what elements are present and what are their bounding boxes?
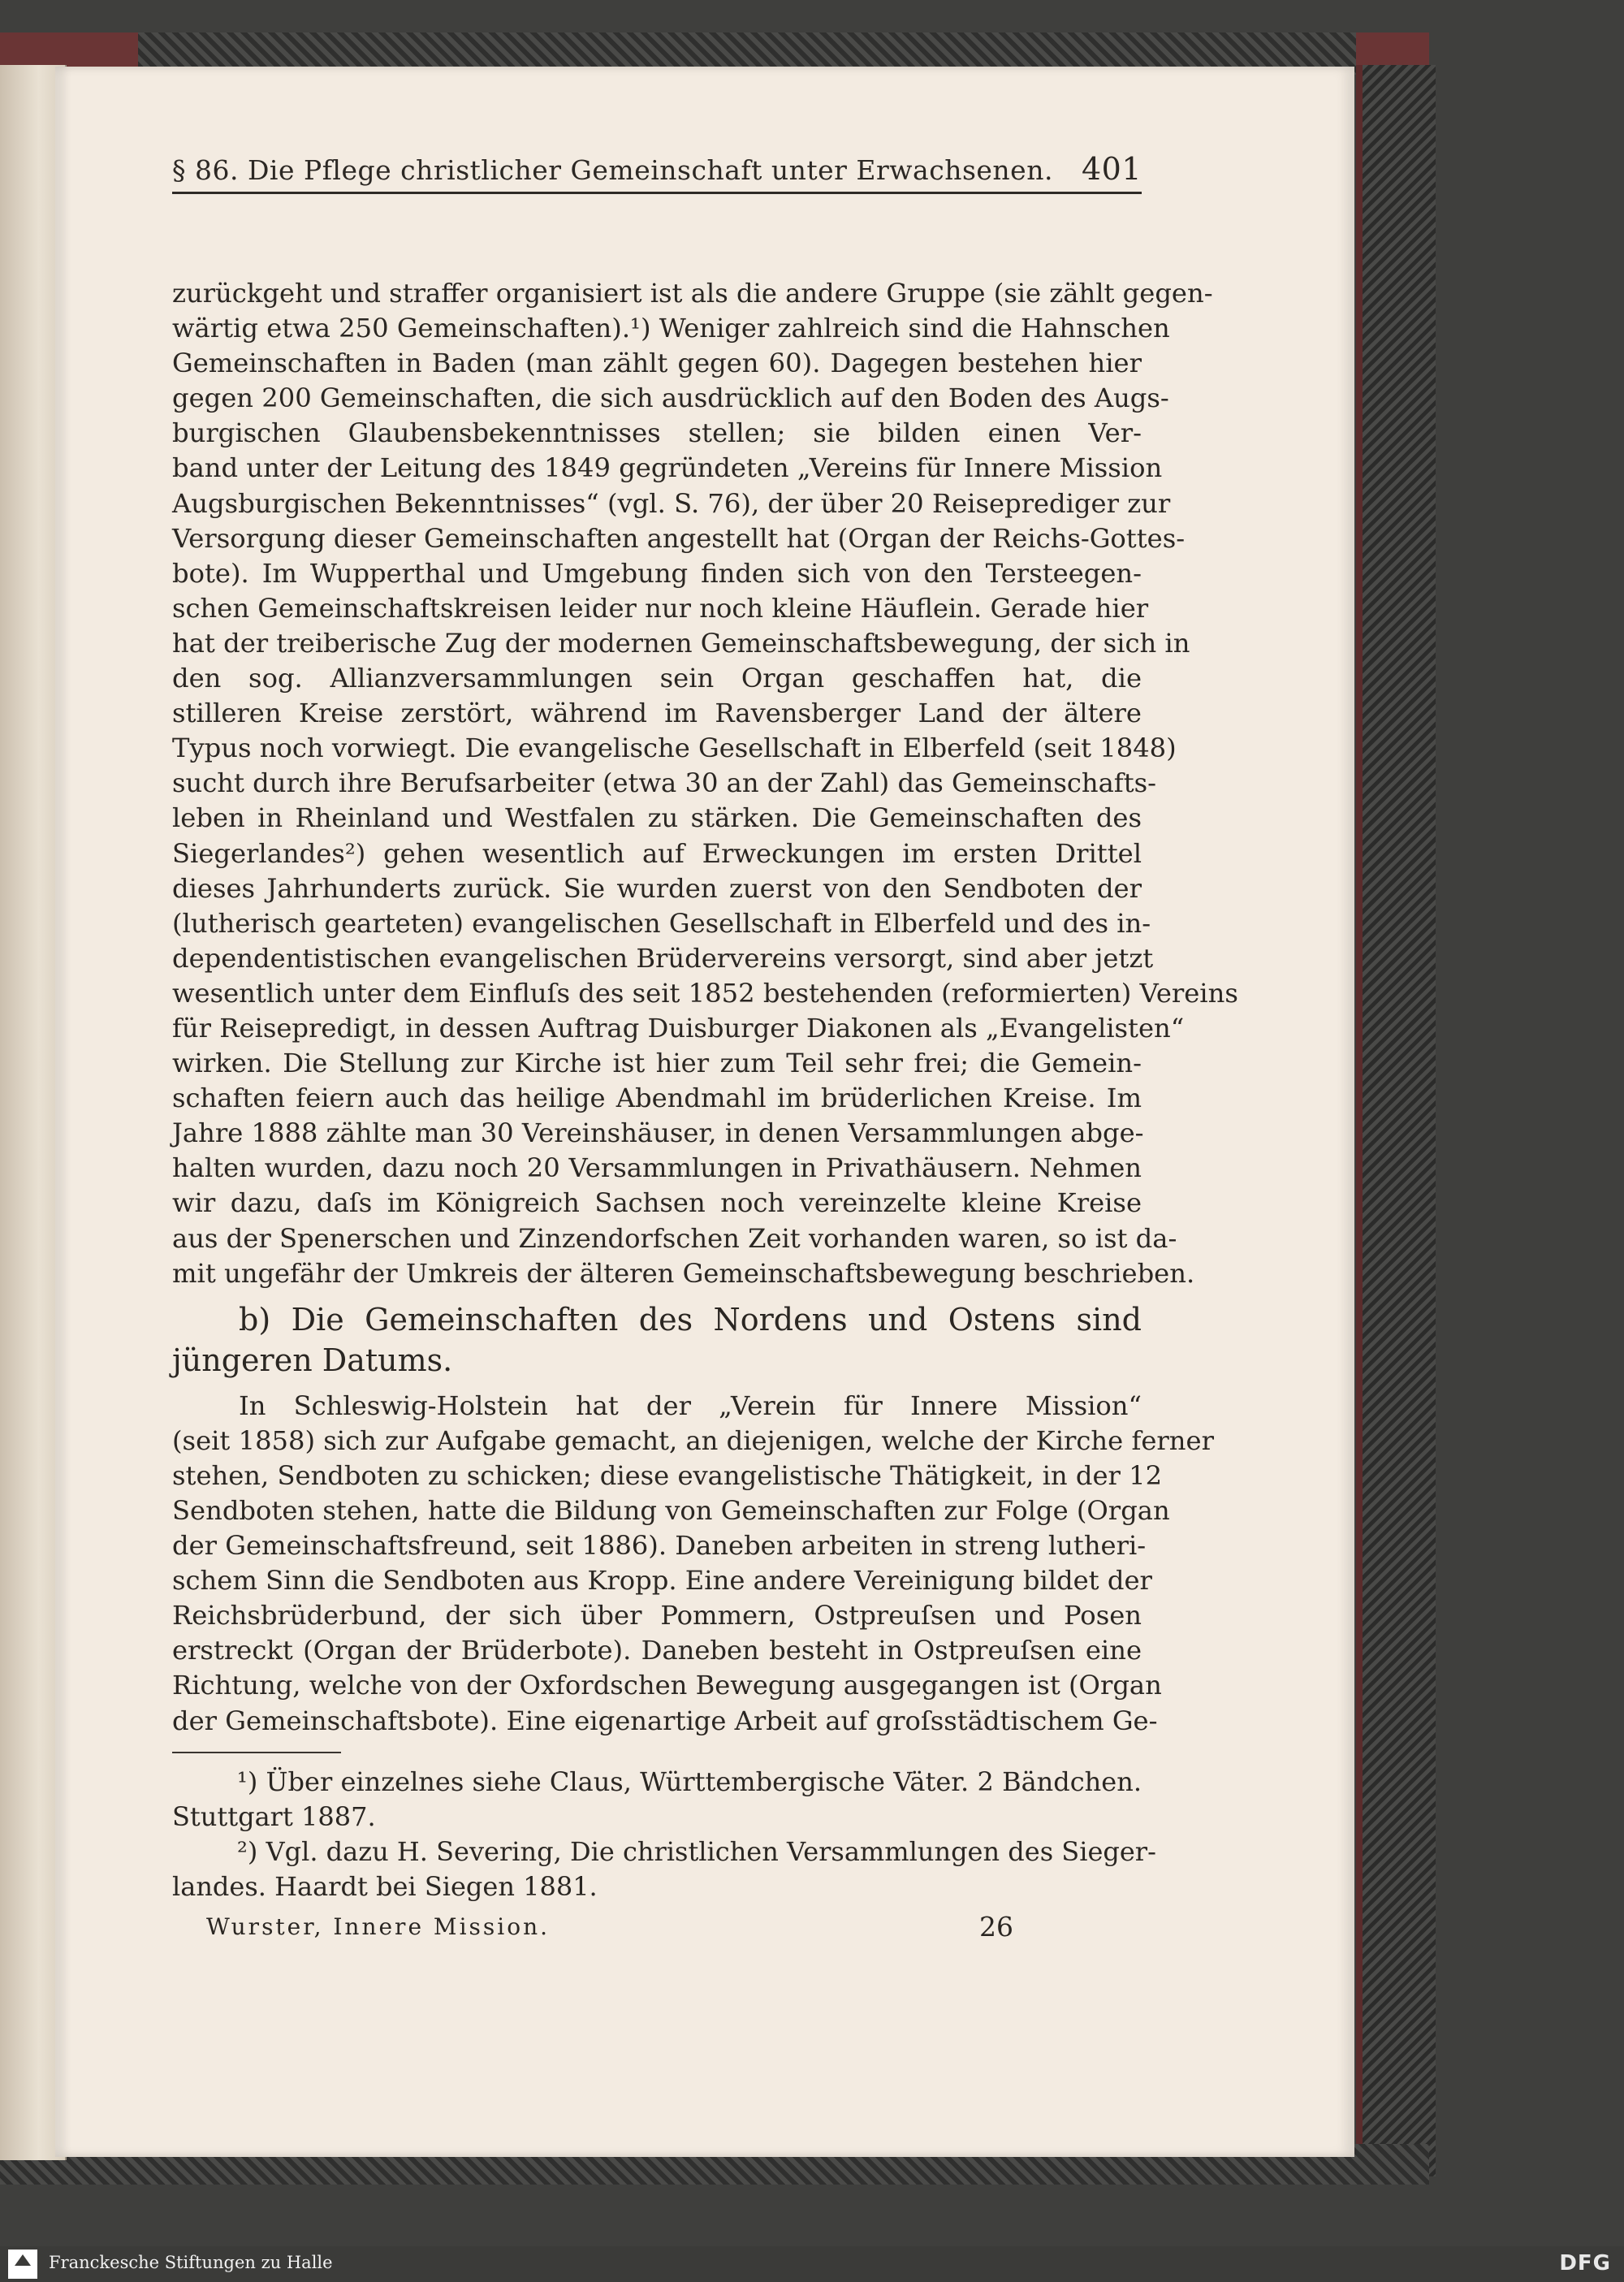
text-line: Gemeinschaften in Baden (man zählt gegen 60). Dagegen bestehen hier: [172, 348, 1142, 379]
text-line: erstreckt (Organ der Brüderbote). Daneben besteht in Ostpreuſsen eine: [172, 1635, 1142, 1666]
text-line: (seit 1858) sich zur Aufgabe gemacht, an diejenigen, welche der Kirche ferner: [172, 1424, 1214, 1456]
book-binding-edge: [1356, 65, 1436, 2176]
section-heading: b) Die Gemeinschaften des Nordens und Ostens sind: [239, 1301, 1142, 1338]
text-line: Versorgung dieser Gemeinschaften angestellt hat (Organ der Reichs-Gottes-: [172, 522, 1186, 554]
text-line: wirken. Die Stellung zur Kirche ist hier zum Teil sehr frei; die Gemein-: [172, 1048, 1142, 1079]
main-text: [172, 276, 1238, 1739]
text-line: der Gemeinschaftsfreund, seit 1886). Daneben arbeiten in streng lutheri-: [172, 1530, 1147, 1562]
text-line: Richtung, welche von der Oxfordschen Bewegung ausgegangen ist (Organ: [172, 1670, 1162, 1701]
text-line: halten wurden, dazu noch 20 Versammlungen in Privathäusern. Nehmen: [172, 1152, 1142, 1184]
text-line: In Schleswig-Holstein hat der „Verein für Innere Mission“: [239, 1390, 1142, 1421]
text-line: Siegerlandes²) gehen wesentlich auf Erweckungen im ersten Drittel: [172, 837, 1142, 869]
text-line: Sendboten stehen, hatte die Bildung von Gemeinschaften zur Folge (Organ: [172, 1495, 1170, 1526]
source-credit: Franckesche Stiftungen zu Halle: [49, 2253, 333, 2272]
footnote-line: ²) Vgl. dazu H. Severing, Die christlichen Versammlungen des Sieger-: [237, 1836, 1156, 1868]
signature-mark: Wurster, Innere Mission.: [206, 1913, 551, 1940]
text-line: Augsburgischen Bekenntnisses“ (vgl. S. 76), der über 20 Reiseprediger zur: [172, 487, 1171, 519]
text-line: den sog. Allianzversammlungen sein Organ geschaffen hat, die: [172, 663, 1142, 694]
footnotes: [172, 1764, 1156, 1904]
viewer-footer: [0, 2246, 1624, 2282]
footnote-line: Stuttgart 1887.: [172, 1801, 376, 1833]
text-line: burgischen Glaubensbekenntnisses stellen; sie bilden einen Ver-: [172, 417, 1142, 449]
dfg-badge: DFG: [1559, 2251, 1611, 2276]
section-heading: jüngeren Datums.: [172, 1342, 453, 1378]
text-line: leben in Rheinland und Westfalen zu stärken. Die Gemeinschaften des: [172, 802, 1142, 834]
text-line: (lutherisch gearteten) evangelischen Gesellschaft in Elberfeld und des in-: [172, 907, 1151, 939]
text-line: zurückgeht und straffer organisiert ist als die andere Gruppe (sie zählt gegen-: [172, 278, 1213, 309]
text-line: schen Gemeinschaftskreisen leider nur noch kleine Häuflein. Gerade hier: [172, 592, 1149, 624]
text-line: band unter der Leitung des 1849 gegründeten „Vereins für Innere Mission: [172, 452, 1163, 484]
signature-number: 26: [979, 1911, 1013, 1943]
page-number: 401: [1081, 151, 1142, 187]
text-line: wir dazu, daſs im Königreich Sachsen noch vereinzelte kleine Kreise: [172, 1187, 1142, 1219]
text-line: schaften feiern auch das heilige Abendmahl im brüderlichen Kreise. Im: [172, 1083, 1142, 1114]
text-line: gegen 200 Gemeinschaften, die sich ausdrücklich auf den Boden des Augs-: [172, 382, 1169, 414]
footnote-line: landes. Haardt bei Siegen 1881.: [172, 1871, 598, 1903]
text-line: schem Sinn die Sendboten aus Kropp. Eine andere Vereinigung bildet der: [172, 1565, 1152, 1597]
footnote-line: ¹) Über einzelnes siehe Claus, Württembergische Väter. 2 Bändchen.: [237, 1766, 1142, 1797]
institution-logo-icon: [8, 2250, 37, 2279]
text-line: wesentlich unter dem Einfluſs des seit 1852 bestehenden (reformierten) Vereins: [172, 977, 1238, 1009]
text-line: dieses Jahrhunderts zurück. Sie wurden zuerst von den Sendboten der: [172, 872, 1142, 904]
footnote-rule: [172, 1752, 341, 1753]
text-line: stehen, Sendboten zu schicken; diese evangelistische Thätigkeit, in der 12: [172, 1459, 1163, 1491]
running-head: [172, 151, 1142, 194]
text-line: Reichsbrüderbund, der sich über Pommern, Ostpreuſsen und Posen: [172, 1600, 1142, 1632]
running-title: § 86. Die Pflege christlicher Gemeinschaft unter Erwachsenen.: [172, 154, 1053, 186]
text-line: hat der treiberische Zug der modernen Gemeinschaftsbewegung, der sich in: [172, 627, 1190, 659]
text-line: mit ungefähr der Umkreis der älteren Gemeinschaftsbewegung beschrieben.: [172, 1257, 1195, 1289]
text-line: dependentistischen evangelischen Brüdervereins versorgt, sind aber jetzt: [172, 942, 1154, 974]
text-line: Jahre 1888 zählte man 30 Vereinshäuser, in denen Versammlungen abge-: [172, 1117, 1144, 1149]
text-line: aus der Spenerschen und Zinzendorfschen Zeit vorhanden waren, so ist da-: [172, 1222, 1177, 1254]
text-line: bote). Im Wupperthal und Umgebung finden sich von den Tersteegen-: [172, 557, 1142, 589]
text-line: stilleren Kreise zerstört, während im Ravensberger Land der ältere: [172, 698, 1142, 729]
text-line: der Gemeinschaftsbote). Eine eigenartige Arbeit auf groſsstädtischem Ge-: [172, 1705, 1158, 1736]
text-line: wärtig etwa 250 Gemeinschaften).¹) Weniger zahlreich sind die Hahnschen: [172, 313, 1170, 344]
text-line: Typus noch vorwiegt. Die evangelische Gesellschaft in Elberfeld (seit 1848): [172, 733, 1177, 764]
text-line: sucht durch ihre Berufsarbeiter (etwa 30 an der Zahl) das Gemeinschafts-: [172, 767, 1157, 799]
text-line: für Reisepredigt, in dessen Auftrag Duisburger Diakonen als „Evangelisten“: [172, 1012, 1185, 1044]
